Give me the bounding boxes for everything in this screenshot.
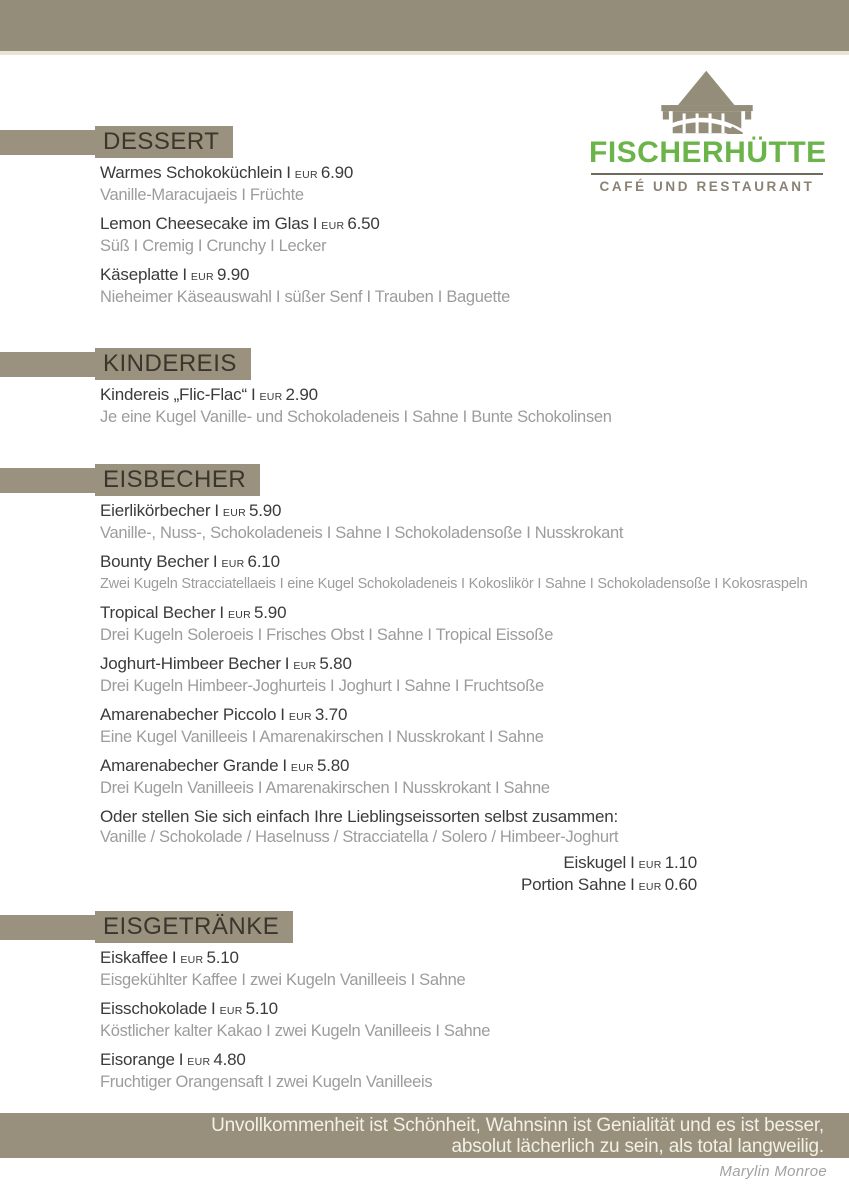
section-title: EISGETRÄNKE: [95, 911, 293, 943]
item-description: Fruchtiger Orangensaft I zwei Kugeln Vanilleeis: [100, 1073, 433, 1091]
section-header: [0, 911, 849, 943]
item-description: Eine Kugel Vanilleeis I Amarenakirschen I Nusskrokant I Sahne: [100, 728, 544, 746]
note-options: Vanille / Schokolade / Haselnuss / Stracciatella / Solero / Himbeer-Joghurt: [100, 828, 619, 846]
item-price: 3.70: [314, 705, 348, 724]
item-title: [100, 552, 849, 574]
item-title: [100, 1050, 849, 1072]
item-separator: I: [280, 705, 285, 724]
quote-line-2: absolut lächerlich zu sein, als total langweilig.: [451, 1136, 824, 1157]
footer-quote-bar: [0, 1113, 849, 1158]
item-title: [100, 654, 849, 676]
menu-item: [100, 385, 849, 427]
item-name: Lemon Cheesecake im Glas: [100, 214, 309, 233]
section-items: [100, 948, 849, 1092]
top-bar: [0, 0, 849, 51]
item-price: 4.80: [213, 1050, 246, 1069]
item-name: Amarenabecher Piccolo: [100, 705, 277, 724]
addon-currency-label: EUR: [638, 881, 662, 893]
item-name: Tropical Becher: [100, 603, 216, 622]
item-title: [100, 756, 849, 778]
item-title: [100, 999, 849, 1021]
item-price: 5.80: [317, 756, 350, 775]
menu-item: [100, 265, 849, 307]
quote-line-1: Unvollkommenheit ist Schönheit, Wahnsinn ist Genialität und es ist besser,: [211, 1115, 824, 1136]
item-separator: I: [284, 654, 290, 673]
item-separator: I: [211, 999, 216, 1018]
item-price: 5.90: [249, 501, 282, 520]
item-price: 6.90: [320, 163, 354, 182]
item-price: 5.10: [206, 948, 239, 967]
item-description: Vanille-, Nuss-, Schokoladeneis I Sahne I Schokoladensoße I Nusskrokant: [100, 524, 624, 542]
item-title: [100, 214, 849, 236]
item-description: Nieheimer Käseauswahl I süßer Senf I Trauben I Baguette: [100, 288, 510, 306]
section-items: [100, 501, 849, 798]
logo-house-icon: [651, 70, 763, 134]
menu-item: [100, 214, 849, 256]
item-currency-label: EUR: [221, 558, 245, 570]
section-header: [0, 348, 849, 380]
item-currency-label: EUR: [294, 169, 318, 181]
item-currency-label: EUR: [219, 1005, 243, 1017]
item-price: 6.50: [347, 214, 380, 233]
item-currency-label: EUR: [187, 1056, 211, 1068]
item-title: [100, 603, 849, 625]
top-bar-accent: [0, 51, 849, 55]
item-description: Köstlicher kalter Kakao I zwei Kugeln Vanilleeis I Sahne: [100, 1022, 491, 1040]
section-title: EISBECHER: [95, 464, 260, 496]
item-separator: I: [286, 163, 291, 182]
item-currency-label: EUR: [180, 954, 204, 966]
section-header-strip: [0, 915, 95, 940]
item-price: 5.80: [319, 654, 352, 673]
menu-item: [100, 654, 849, 696]
item-title: [100, 705, 849, 727]
item-title: [100, 385, 849, 407]
item-name: Warmes Schokoküchlein: [100, 163, 283, 182]
item-separator: I: [214, 501, 219, 520]
item-currency-label: EUR: [288, 711, 312, 723]
item-separator: I: [250, 385, 256, 404]
item-currency-label: EUR: [293, 660, 317, 672]
item-name: Amarenabecher Grande: [100, 756, 279, 775]
addon-separator: I: [630, 875, 635, 894]
menu-item: [100, 948, 849, 990]
item-name: Eisorange: [100, 1050, 175, 1069]
addon-price: 0.60: [664, 875, 697, 894]
note-title: Oder stellen Sie sich einfach Ihre Lieblingseissorten selbst zusammen:: [100, 807, 618, 826]
item-separator: I: [312, 214, 318, 233]
section-header-strip: [0, 130, 95, 155]
menu-item: [100, 603, 849, 645]
item-name: Eiskaffee: [100, 948, 168, 967]
item-name: Kindereis „Flic-Flac“: [100, 385, 247, 404]
item-description: Eisgekühlter Kaffee I zwei Kugeln Vanilleeis I Sahne: [100, 971, 466, 989]
addon-name: Eiskugel: [563, 853, 627, 872]
item-separator: I: [171, 948, 177, 967]
item-price: 6.10: [247, 552, 280, 571]
section-items: [100, 385, 849, 427]
item-price: 5.90: [254, 603, 287, 622]
item-name: Eierlikörbecher: [100, 501, 211, 520]
addon-currency-label: EUR: [638, 859, 662, 871]
quote-signature: Marylin Monroe: [719, 1163, 827, 1180]
item-currency-label: EUR: [222, 507, 246, 519]
brand-divider: [591, 173, 823, 175]
brand-tagline: CAFÉ UND RESTAURANT: [599, 179, 815, 194]
addon-price: 1.10: [664, 853, 697, 872]
item-description: Drei Kugeln Soleroeis I Frisches Obst I Sahne I Tropical Eissoße: [100, 626, 554, 644]
menu-sections: [0, 126, 849, 1092]
addon-name: Portion Sahne: [520, 875, 627, 894]
item-currency-label: EUR: [190, 271, 214, 283]
item-description: Je eine Kugel Vanille- und Schokoladeneis I Sahne I Bunte Schokolinsen: [100, 408, 612, 426]
logo: [589, 70, 825, 194]
menu-section: [0, 911, 849, 1092]
menu-item: [100, 1050, 849, 1092]
item-description: Süß I Cremig I Crunchy I Lecker: [100, 237, 327, 255]
item-separator: I: [182, 265, 187, 284]
item-separator: I: [212, 552, 218, 571]
brand-name: FISCHERHÜTTE: [589, 136, 827, 169]
section-title: DESSERT: [95, 126, 233, 158]
menu-item: [100, 756, 849, 798]
menu-item: [100, 501, 849, 543]
item-name: Bounty Becher: [100, 552, 209, 571]
menu-section: [0, 464, 849, 897]
menu-item: [100, 552, 849, 594]
item-currency-label: EUR: [227, 609, 252, 621]
addon-row: [100, 875, 697, 897]
section-header: [0, 464, 849, 496]
item-name: Käseplatte: [100, 265, 179, 284]
item-name: Eisschokolade: [100, 999, 208, 1018]
menu-item: [100, 999, 849, 1041]
addon-separator: I: [630, 853, 635, 872]
item-description: Drei Kugeln Himbeer-Joghurteis I Joghurt I Sahne I Fruchtsoße: [100, 677, 544, 695]
menu-item: [100, 705, 849, 747]
item-title: [100, 948, 849, 970]
item-separator: I: [282, 756, 287, 775]
section-title: KINDEREIS: [95, 348, 251, 380]
item-description: Zwei Kugeln Stracciatellaeis I eine Kugel Schokoladeneis I Kokoslikör I Sahne I Schokoladensoße I Kokosraspeln: [100, 576, 808, 592]
item-description: Drei Kugeln Vanilleeis I Amarenakirschen I Nusskrokant I Sahne: [100, 779, 550, 797]
item-title: [100, 501, 849, 523]
addon-list: [100, 853, 697, 897]
item-currency-label: EUR: [290, 762, 314, 774]
item-description: Vanille-Maracujaeis I Früchte: [100, 186, 304, 204]
item-currency-label: EUR: [259, 391, 283, 403]
section-header-strip: [0, 352, 95, 377]
addon-row: [100, 853, 697, 875]
item-currency-label: EUR: [321, 220, 345, 232]
custom-mix-note: [100, 807, 849, 897]
item-price: 2.90: [285, 385, 318, 404]
item-separator: I: [219, 603, 224, 622]
item-price: 5.10: [245, 999, 278, 1018]
section-header-strip: [0, 468, 95, 493]
menu-section: [0, 348, 849, 427]
item-separator: I: [178, 1050, 184, 1069]
item-name: Joghurt-Himbeer Becher: [100, 654, 281, 673]
item-title: [100, 265, 849, 287]
item-price: 9.90: [216, 265, 250, 284]
